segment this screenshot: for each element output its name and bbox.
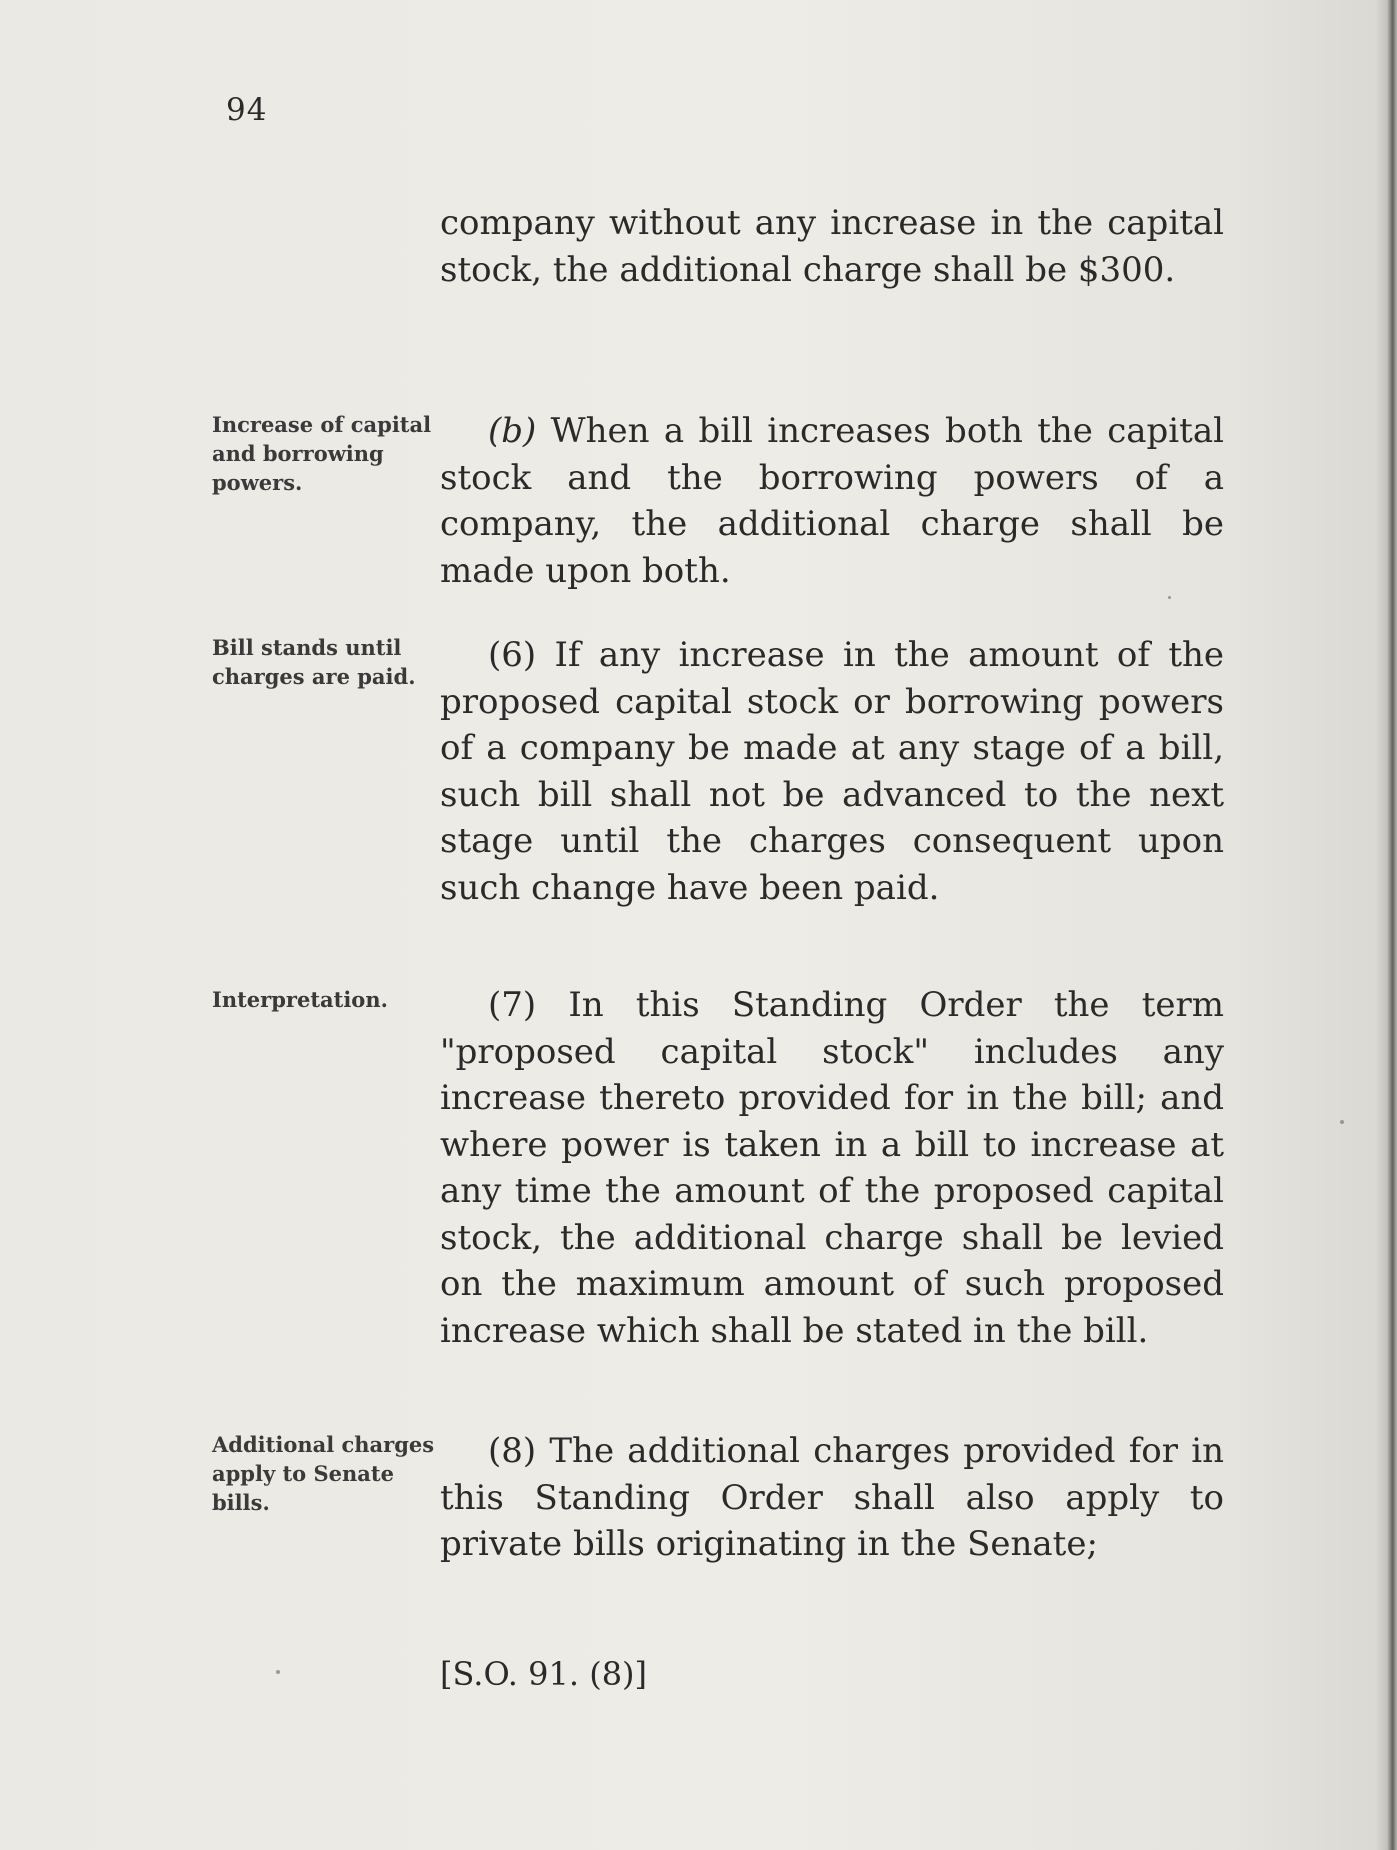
margin-note-additional-charges: Additional charges apply to Senate bills.	[212, 1432, 435, 1515]
paragraph-text: (6) If any increase in the amount of the proposed capital stock or borrowing powers of a company be made at any stage of a bill, such bill shall not be advanced to the next stage until the charges consequent upon such change have been paid.	[440, 635, 1224, 908]
paper-speck	[1340, 1120, 1344, 1124]
margin-note-bill-stands: Bill stands until charges are paid.	[212, 635, 416, 689]
page-edge-shadow	[1375, 0, 1397, 1850]
standing-order-reference: [S.O. 91. (8)]	[440, 1655, 648, 1693]
paragraph-label: (b)	[488, 411, 537, 451]
paragraph-6	[440, 632, 1224, 911]
paragraph-7	[440, 982, 1224, 1354]
paper-speck	[1168, 596, 1171, 599]
paper-speck	[276, 1670, 280, 1674]
paragraph-text: company without any increase in the capital stock, the additional charge shall be $300.	[440, 203, 1224, 290]
margin-note-interpretation: Interpretation.	[212, 987, 388, 1012]
paragraph-text: (7) In this Standing Order the term "proposed capital stock" includes any increase thereto provided for in the bill; and where power is taken in a bill to increase at any time the amount of the proposed capital stock, the additional charge shall be levied on the maximum amount of such proposed increase which shall be stated in the bill.	[440, 985, 1224, 1351]
page-number: 94	[226, 92, 268, 128]
margin-note-increase: Increase of capital and borrowing powers.	[212, 412, 432, 495]
paragraph-text: (8) The additional charges provided for in this Standing Order shall also apply to private bills originating in the Senate;	[440, 1431, 1224, 1564]
paragraph-text: When a bill increases both the capital stock and the borrowing powers of a company, the additional charge shall be made upon both.	[440, 411, 1224, 591]
paragraph-continuation	[440, 200, 1224, 293]
paragraph-8	[440, 1428, 1224, 1568]
paragraph-b	[440, 408, 1224, 594]
